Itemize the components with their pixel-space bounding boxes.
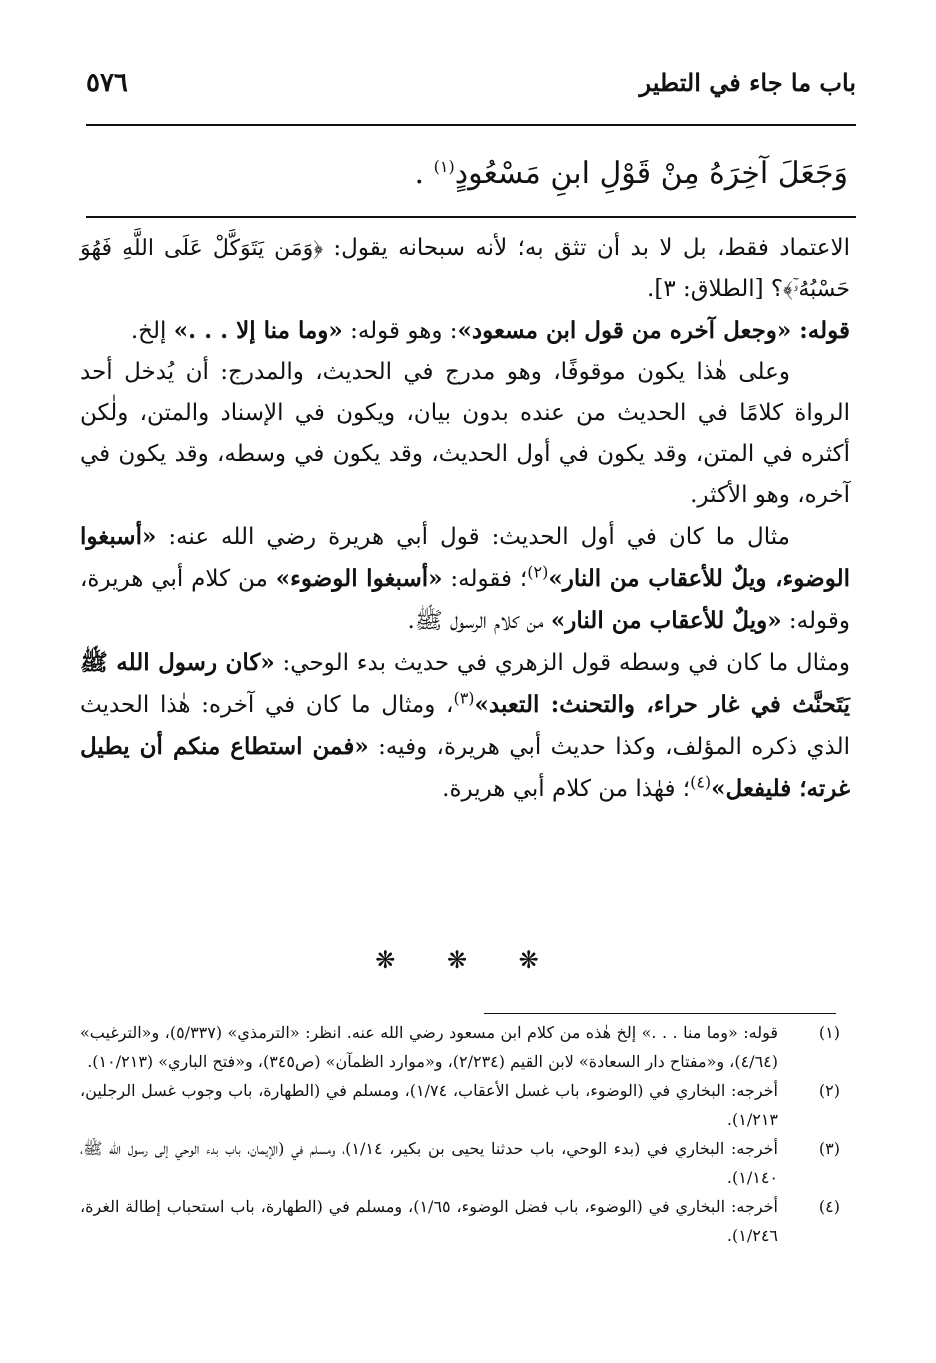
p4-end: من كلام الرسول ﷺ. (407, 608, 551, 634)
p1-citation: ؟ [الطلاق: ٣]. (647, 276, 784, 302)
p5-end: ؛ فهٰذا من كلام أبي هريرة. (442, 776, 691, 802)
p2-quote: «وما منا إلا . . .» (173, 317, 343, 344)
footnote-ref: (٣) (453, 688, 475, 708)
page-number: ٥٧٦ (86, 68, 128, 98)
footnote-ref: (٤) (690, 772, 712, 792)
p5-quote-2: «فمن استطاع منكم أن يطيل غرته؛ فليفعل» (80, 733, 850, 802)
p2-text: : وهو قوله: (342, 318, 458, 344)
paragraph-3: وعلى هٰذا يكون موقوفًا، وهو مدرج في الحديث، والمدرج: أن يُدخل أحد الرواة كلامًا في الحديث من عنده بدون بيان، ويكون في الإسناد والمتن، ولٰكن أكثره في المتن، وقد يكون في أول الحديث، وقد يكون في وسطه، وقد يكون في آخره، وهو الأكثر. (80, 359, 850, 508)
footnote (80, 1018, 840, 1076)
footnote-text: أخرجه: البخاري في (بدء الوحي، باب حدثنا يحيى بن بكير، ١/١٤)، ومسلم في (الإيمان، باب بدء الوحي إلى رسول الله ﷺ، ١/١٤٠). (80, 1139, 778, 1187)
footnote (80, 1134, 840, 1192)
paragraph-4 (80, 516, 850, 642)
p4-quote-3: «ويلٌ للأعقاب من النار» (550, 607, 782, 634)
p5-mid: ، ومثال ما كان في آخره: هٰذا الحديث الذي ذكره المؤلف، وكذا حديث أبي هريرة، وفيه: (80, 692, 850, 760)
footnote-text: قوله: «وما منا . . .» إلخ هٰذه من كلام ابن مسعود رضي الله عنه. انظر: «الترمذي» (٥/٣٣٧)، و«الترغيب» (٤/٦٤)، و«مفتاح دار السعادة» لابن القيم (٢/٢٣٤)، و«موارد الظمآن» (ص٣٤٥)، و«فتح الباري» (١٠/٢١٣). (80, 1023, 778, 1071)
p5-quote: «كان رسول الله ﷺ يَتَحنَّث في غار حراء، والتحنث: التعبد» (80, 649, 850, 718)
p4-quote-2: «أسبغوا الوضوء» (275, 565, 443, 592)
footnote-ref: (١) (433, 157, 455, 176)
matn-line (88, 134, 848, 214)
p4-intro: مثال ما كان في أول الحديث: قول أبي هريرة رضي الله عنه: (156, 524, 790, 550)
p4-mid-2: من كلام أبي هريرة، وقوله: (80, 566, 850, 634)
matn-end: . (414, 156, 434, 191)
p4-mid-1: ؛ فقوله: (442, 566, 528, 592)
footnote (80, 1192, 840, 1250)
matn-text: وَجَعَلَ آخِرَهُ مِنْ قَوْلِ ابنِ مَسْعُودٍ (454, 156, 848, 191)
running-header (86, 60, 856, 106)
paragraph-1 (80, 228, 850, 310)
matn-rule (86, 216, 856, 218)
p2-label: قوله: «وجعل آخره من قول ابن مسعود» (457, 317, 850, 344)
footnote-number: (١) (818, 1023, 840, 1042)
footnote-ref: (٢) (527, 562, 549, 582)
footnote (80, 1076, 840, 1134)
p4-quote-1: «أسبغوا الوضوء، ويلٌ للأعقاب من النار» (80, 523, 850, 592)
footnote-number: (٢) (818, 1081, 840, 1100)
footnotes (80, 1018, 840, 1250)
p1-text: الاعتماد فقط، بل لا بد أن تثق به؛ لأنه سبحانه يقول: (323, 235, 850, 261)
chapter-title: باب ما جاء في التطير (639, 68, 856, 97)
p5-intro: ومثال ما كان في وسطه قول الزهري في حديث بدء الوحي: (274, 650, 851, 676)
commentary (80, 228, 850, 810)
paragraph-2 (80, 310, 850, 352)
header-rule (86, 124, 856, 126)
footnote-number: (٣) (818, 1139, 840, 1158)
footnote-rule (484, 1013, 836, 1014)
footnote-text: أخرجه: البخاري في (الوضوء، باب غسل الأعقاب، ١/٧٤)، ومسلم في (الطهارة، باب وجوب غسل الرجلين، ١/٢١٣). (80, 1081, 778, 1129)
footnote-number: (٤) (818, 1197, 840, 1216)
section-separator: ❋ ❋ ❋ (375, 946, 561, 974)
footnote-text: أخرجه: البخاري في (الوضوء، باب فضل الوضوء، ١/٦٥)، ومسلم في (الطهارة، باب استحباب إطالة الغرة، ١/٢٤٦). (80, 1197, 778, 1245)
paragraph-5 (80, 642, 850, 810)
p2-end: إلخ. (130, 318, 174, 344)
quran-verse: ﴿وَمَن يَتَوَكَّلْ عَلَى اللَّهِ فَهُوَ حَسْبُهُۥٓ﴾ (80, 236, 850, 302)
